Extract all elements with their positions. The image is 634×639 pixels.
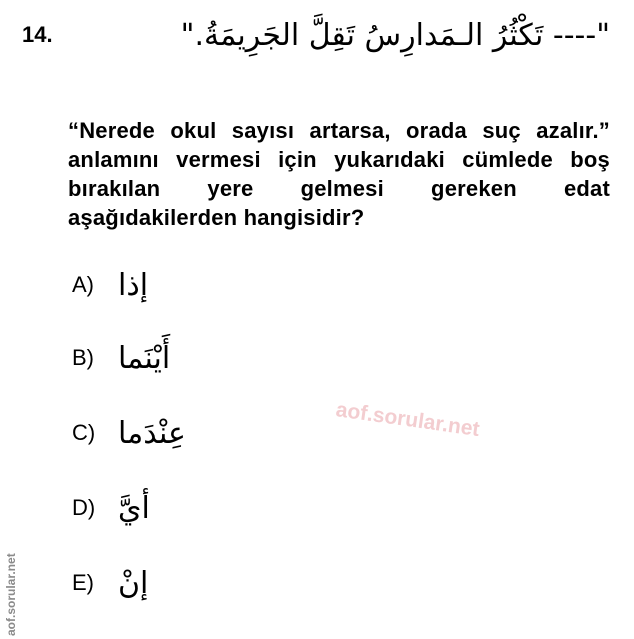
option-d-text: أيَّ — [118, 490, 150, 526]
watermark-side: aof.sorular.net — [4, 553, 18, 636]
option-e[interactable] — [72, 558, 148, 608]
option-b[interactable] — [72, 333, 170, 383]
option-d[interactable] — [72, 483, 150, 533]
option-b-text: أَيْنَما — [118, 340, 171, 376]
option-b-letter: B) — [72, 345, 94, 370]
option-d-letter: D) — [72, 495, 96, 520]
option-c-text: عِنْدَما — [118, 415, 186, 451]
watermark-center: aof.sorular.net — [334, 398, 481, 442]
option-a[interactable] — [72, 260, 148, 310]
option-c-letter: C) — [72, 420, 96, 445]
option-e-letter: E) — [72, 570, 94, 595]
option-a-letter: A) — [72, 272, 94, 297]
arabic-sentence: "---- تَكْثُرُ الـمَدارِسُ تَقِلَّ الجَرِيمَةُ." — [180, 18, 610, 53]
question-prompt: “Nerede okul sayısı artarsa, orada suç azalır.” anlamını vermesi için yukarıdaki cümlede boş bırakılan yere gelmesi gereken edat aşağıdakilerden hangisidir? — [68, 118, 610, 230]
question-number: 14. — [22, 22, 53, 47]
option-a-text: إذا — [118, 267, 149, 303]
option-e-text: إنْ — [118, 565, 149, 601]
option-c[interactable] — [72, 408, 186, 458]
